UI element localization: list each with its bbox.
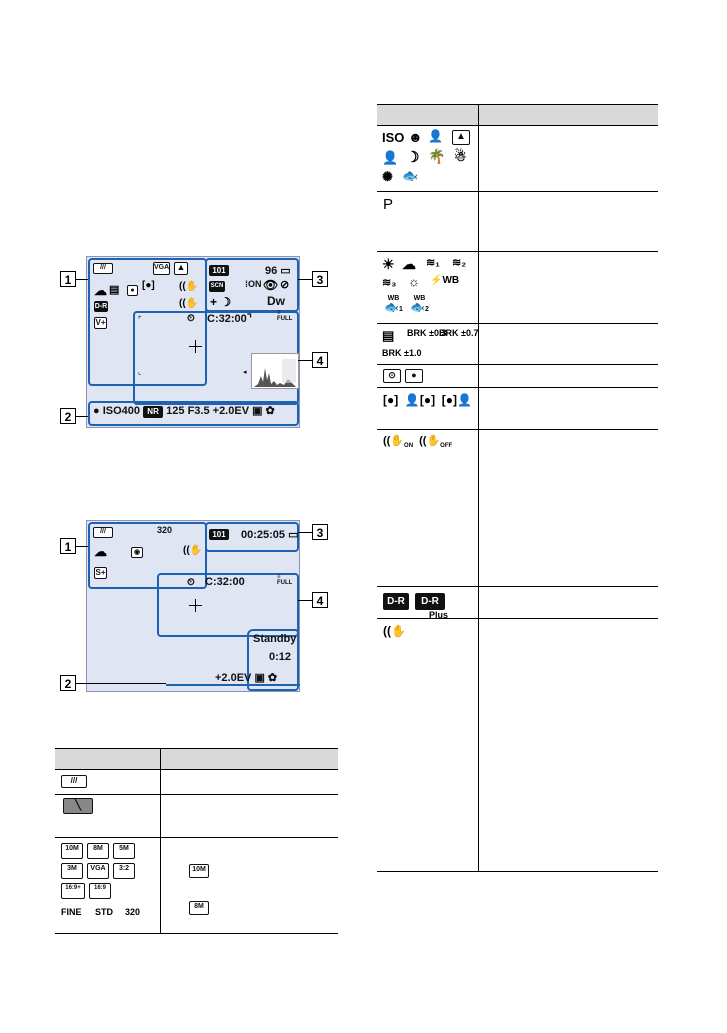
- callout-1-line: [76, 279, 88, 280]
- stabilizer-hand-icon: ((✋: [179, 298, 199, 309]
- rrow-line-4: [377, 364, 658, 365]
- movie-lcd-screen: [86, 520, 300, 692]
- callout-2m-line: [76, 683, 166, 684]
- size-10m-icon: 10M: [61, 843, 83, 859]
- flash-off-icon: ⊘: [280, 279, 290, 291]
- spot-metering-icon: ●: [127, 285, 138, 296]
- af-frame-corner-tl: ⌜: [138, 315, 142, 324]
- dw-icon: Dw: [267, 294, 285, 308]
- callout-1-still: 1: [60, 271, 76, 287]
- twilight-portrait-icon: 👤: [382, 150, 399, 165]
- movie-flash-level-icon: S+: [95, 568, 106, 577]
- movie-recording-time: 00:25:05 ▭: [241, 529, 299, 541]
- landscape-icon: ▲: [452, 130, 470, 145]
- dro-standard-icon: D-R: [383, 593, 409, 610]
- size-8m-icon: 8M: [87, 843, 109, 859]
- right-table: [377, 104, 658, 872]
- rrow-line-5: [377, 387, 658, 388]
- af-frame-corner-br: ◂: [243, 369, 247, 376]
- movie-timecode: C:32:00: [205, 576, 245, 588]
- cloudy-wb-icon: ☁: [94, 283, 107, 298]
- fireworks-icon: ✺: [382, 169, 393, 184]
- face-detection-icon: ⁞ON: [245, 279, 262, 289]
- battery-empty-icon: ╲: [63, 798, 93, 814]
- burst-icon: ▤: [109, 284, 120, 296]
- movie-self-timer-icon: ⏲: [187, 577, 195, 588]
- still-lcd-screen: [86, 256, 300, 428]
- callout-2-still: 2: [60, 408, 76, 424]
- folder-icon: 101: [209, 265, 229, 276]
- stabilizer-on-off-icons: (($✋_{ON}$ (($✋_{OFF}$: [383, 435, 453, 450]
- size-3m-icon: 3M: [61, 863, 83, 879]
- callout-4-line: [298, 360, 312, 361]
- callout-4-still: 4: [312, 352, 328, 368]
- landscape-scene-icon: ▲: [174, 262, 188, 275]
- underwater-wb-2-icon: WB 🐟2: [410, 295, 429, 314]
- af-cross: [189, 340, 202, 353]
- scene-icon: SCN: [209, 281, 225, 292]
- beach-icon: 🌴: [428, 148, 446, 164]
- size-16-9-plus-icon: 16:9+: [61, 883, 85, 899]
- battery-full-icon: ///: [61, 775, 87, 788]
- rrow-line-2: [377, 251, 658, 252]
- red-eye-icon: 👁: [263, 278, 279, 292]
- rrow-line-8: [377, 618, 658, 619]
- incandescent-icon: ☼: [408, 274, 420, 289]
- underwater-icon: 🐟: [402, 168, 419, 183]
- image-size-vga-icon: VGA: [153, 262, 170, 275]
- histogram: [251, 353, 299, 389]
- movie-320-icon: 320: [125, 907, 141, 917]
- callout-3-movie: 3: [312, 524, 328, 540]
- plus-night-icon: + ☽: [210, 295, 232, 309]
- movie-stabilizer-icon: ((✋: [183, 545, 203, 556]
- brk-03-icon: BRK ±0.3: [407, 328, 447, 338]
- callout-1-movie: 1: [60, 538, 76, 554]
- rrow-line-9: [377, 871, 658, 872]
- cloudy-icon: ☁: [402, 256, 416, 272]
- battery-icon: ///: [93, 263, 113, 274]
- movie-std-icon: STD: [95, 907, 113, 917]
- movie-battery-icon: ///: [93, 527, 113, 538]
- dro-plus-icon: D-R: [415, 593, 445, 610]
- movie-fine-icon: FINE: [61, 907, 82, 917]
- brk-10-icon: BRK ±1.0: [382, 348, 422, 358]
- burst-mode-icon: ▤: [382, 328, 395, 343]
- memory-full-icon: ≡ FULL: [277, 310, 293, 322]
- rrow-line-6: [377, 429, 658, 430]
- fluorescent-2-icon: ≋₂: [452, 257, 467, 269]
- right-table-header: [377, 104, 658, 126]
- flash-wb-icon: ⚡WB: [430, 275, 460, 286]
- dro-icon: D-R: [94, 303, 108, 310]
- desc-8m-icon: 8M: [189, 901, 209, 915]
- callout-4m-line: [298, 600, 312, 601]
- left-table-bottom: [55, 933, 338, 934]
- program-mode-icon: P: [383, 196, 394, 213]
- movie-memory-icon: ≡ FULL: [277, 574, 293, 586]
- rrow-line-3: [377, 323, 658, 324]
- stabilizer-on-icon: ((✋: [179, 281, 199, 292]
- callout-2-line: [76, 416, 88, 417]
- face-detection-icons: [●] 👤[●] [●]👤: [383, 393, 472, 407]
- remaining-count: 96 ▭: [265, 265, 291, 277]
- snow-icon: ☃: [454, 148, 467, 164]
- movie-area-2-bottom: [166, 684, 300, 686]
- movie-cloudy-icon: ☁: [94, 544, 107, 559]
- callout-3m-line: [298, 532, 312, 533]
- movie-af-cross: [189, 599, 202, 612]
- left-table: [55, 748, 338, 934]
- movie-ev-bar: +2.0EV ▣ ✿: [215, 672, 278, 684]
- callout-3-line: [298, 279, 312, 280]
- image-size-icons: [61, 843, 157, 929]
- shake-warning-icon: ((✋: [383, 624, 406, 638]
- daylight-icon: ☀: [382, 256, 395, 272]
- nr-icon: NR: [143, 406, 163, 418]
- callout-2-movie: 2: [60, 675, 76, 691]
- remaining-time: 0:12: [269, 651, 292, 663]
- size-5m-icon: 5M: [113, 843, 135, 859]
- dro-plus-label: Plus: [429, 610, 449, 620]
- face-focus-icon: [●]: [142, 280, 155, 291]
- size-16-9-icon: 16:9: [89, 883, 111, 899]
- size-3-2-icon: 3:2: [113, 863, 135, 879]
- movie-folder-icon: 101: [209, 529, 229, 540]
- desc-10m-icon: 10M: [189, 864, 209, 878]
- fluorescent-1-icon: ≋₁: [426, 257, 440, 269]
- rrow-line-7: [377, 586, 658, 587]
- left-row-1-line: [55, 794, 338, 795]
- bottom-info-bar: ● ISO400 NR 125 F3.5 +2.0EV ▣ ✿: [93, 405, 275, 417]
- scene-icons: [382, 130, 476, 188]
- flash-level-icon: V+: [95, 318, 106, 327]
- left-table-divider: [160, 748, 161, 934]
- self-timer-icon: ⏲: [187, 313, 195, 324]
- callout-4-movie: 4: [312, 592, 328, 608]
- movie-size-icon: 320: [157, 525, 173, 535]
- standby-label: Standby: [253, 633, 297, 645]
- multi-metering-icon: ⊙: [383, 369, 401, 383]
- callout-1m-line: [76, 546, 88, 547]
- wb-icons: [382, 256, 476, 322]
- movie-metering-icon: ◉: [131, 547, 143, 558]
- right-table-divider: [478, 104, 479, 872]
- soft-snap-icon: ☻: [408, 129, 423, 145]
- high-iso-icon: ISO: [382, 130, 405, 145]
- af-frame-corner-bl: ⌞: [138, 369, 142, 376]
- spot-metering-table-icon: ●: [405, 369, 423, 383]
- portrait-icon: 👤: [428, 129, 443, 143]
- callout-3-still: 3: [312, 271, 328, 287]
- twilight-icon: ☽: [406, 149, 420, 166]
- brk-07-icon: BRK ±0.7: [439, 328, 479, 338]
- underwater-wb-1-icon: WB 🐟1: [384, 295, 403, 314]
- rrow-line-1: [377, 191, 658, 192]
- size-vga-icon: VGA: [87, 863, 109, 879]
- left-row-2-line: [55, 837, 338, 838]
- left-table-header: [55, 748, 338, 770]
- timecode-text: C:32:00⌝: [207, 313, 252, 325]
- fluorescent-3-icon: ≋₃: [382, 277, 397, 289]
